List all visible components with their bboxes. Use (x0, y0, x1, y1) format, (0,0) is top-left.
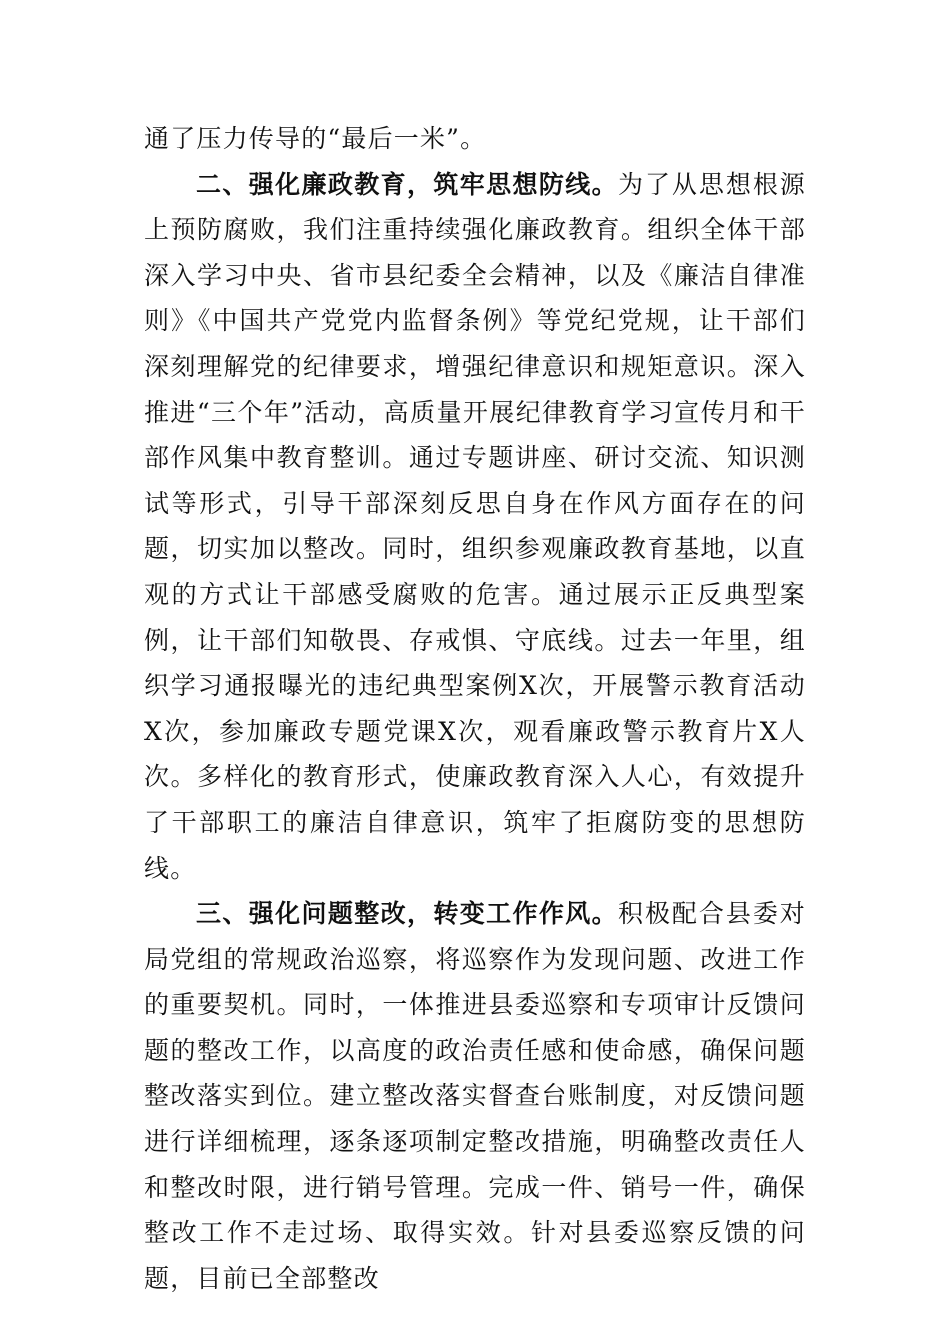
paragraph-section-two (144, 162, 806, 892)
section-heading-two: 二、强化廉政教育，筑牢思想防线。 (196, 169, 618, 199)
document-body (144, 116, 806, 1301)
section-body-two: 为了从思想根源上预防腐败，我们注重持续强化廉政教育。组织全体干部深入学习中央、省市县纪委全会精神，以及《廉洁自律准则》《中国共产党党内监督条例》等党纪党规，让干部们深刻理解党的纪律要求，增强纪律意识和规矩意识。深入推进“三个年”活动，高质量开展纪律教育学习宣传月和干部作风集中教育整训。通过专题讲座、研讨交流、知识测试等形式，引导干部深刻反思自身在作风方面存在的问题，切实加以整改。同时，组织参观廉政教育基地，以直观的方式让干部感受腐败的危害。通过展示正反典型案例，让干部们知敬畏、存戒惧、守底线。过去一年里，组织学习通报曝光的违纪典型案例X次，开展警示教育活动X次，参加廉政专题党课X次，观看廉政警示教育片X人次。多样化的教育形式，使廉政教育深入人心，有效提升了干部职工的廉洁自律意识，筑牢了拒腐防变的思想防线。 (144, 169, 807, 883)
paragraph-continuation (144, 116, 806, 162)
section-heading-three: 三、强化问题整改，转变工作作风。 (196, 899, 618, 929)
paragraph-text: 通了压力传导的“最后一米”。 (144, 124, 487, 153)
paragraph-section-three (144, 891, 806, 1301)
section-body-three: 积极配合县委对局党组的常规政治巡察，将巡察作为发现问题、改进工作的重要契机。同时，一体推进县委巡察和专项审计反馈问题的整改工作，以高度的政治责任感和使命感，确保问题整改落实到位。建立整改落实督查台账制度，对反馈问题进行详细梳理，逐条逐项制定整改措施，明确整改责任人和整改时限，进行销号管理。完成一件、销号一件，确保整改工作不走过场、取得实效。针对县委巡察反馈的问题，目前已全部整改 (144, 899, 807, 1293)
